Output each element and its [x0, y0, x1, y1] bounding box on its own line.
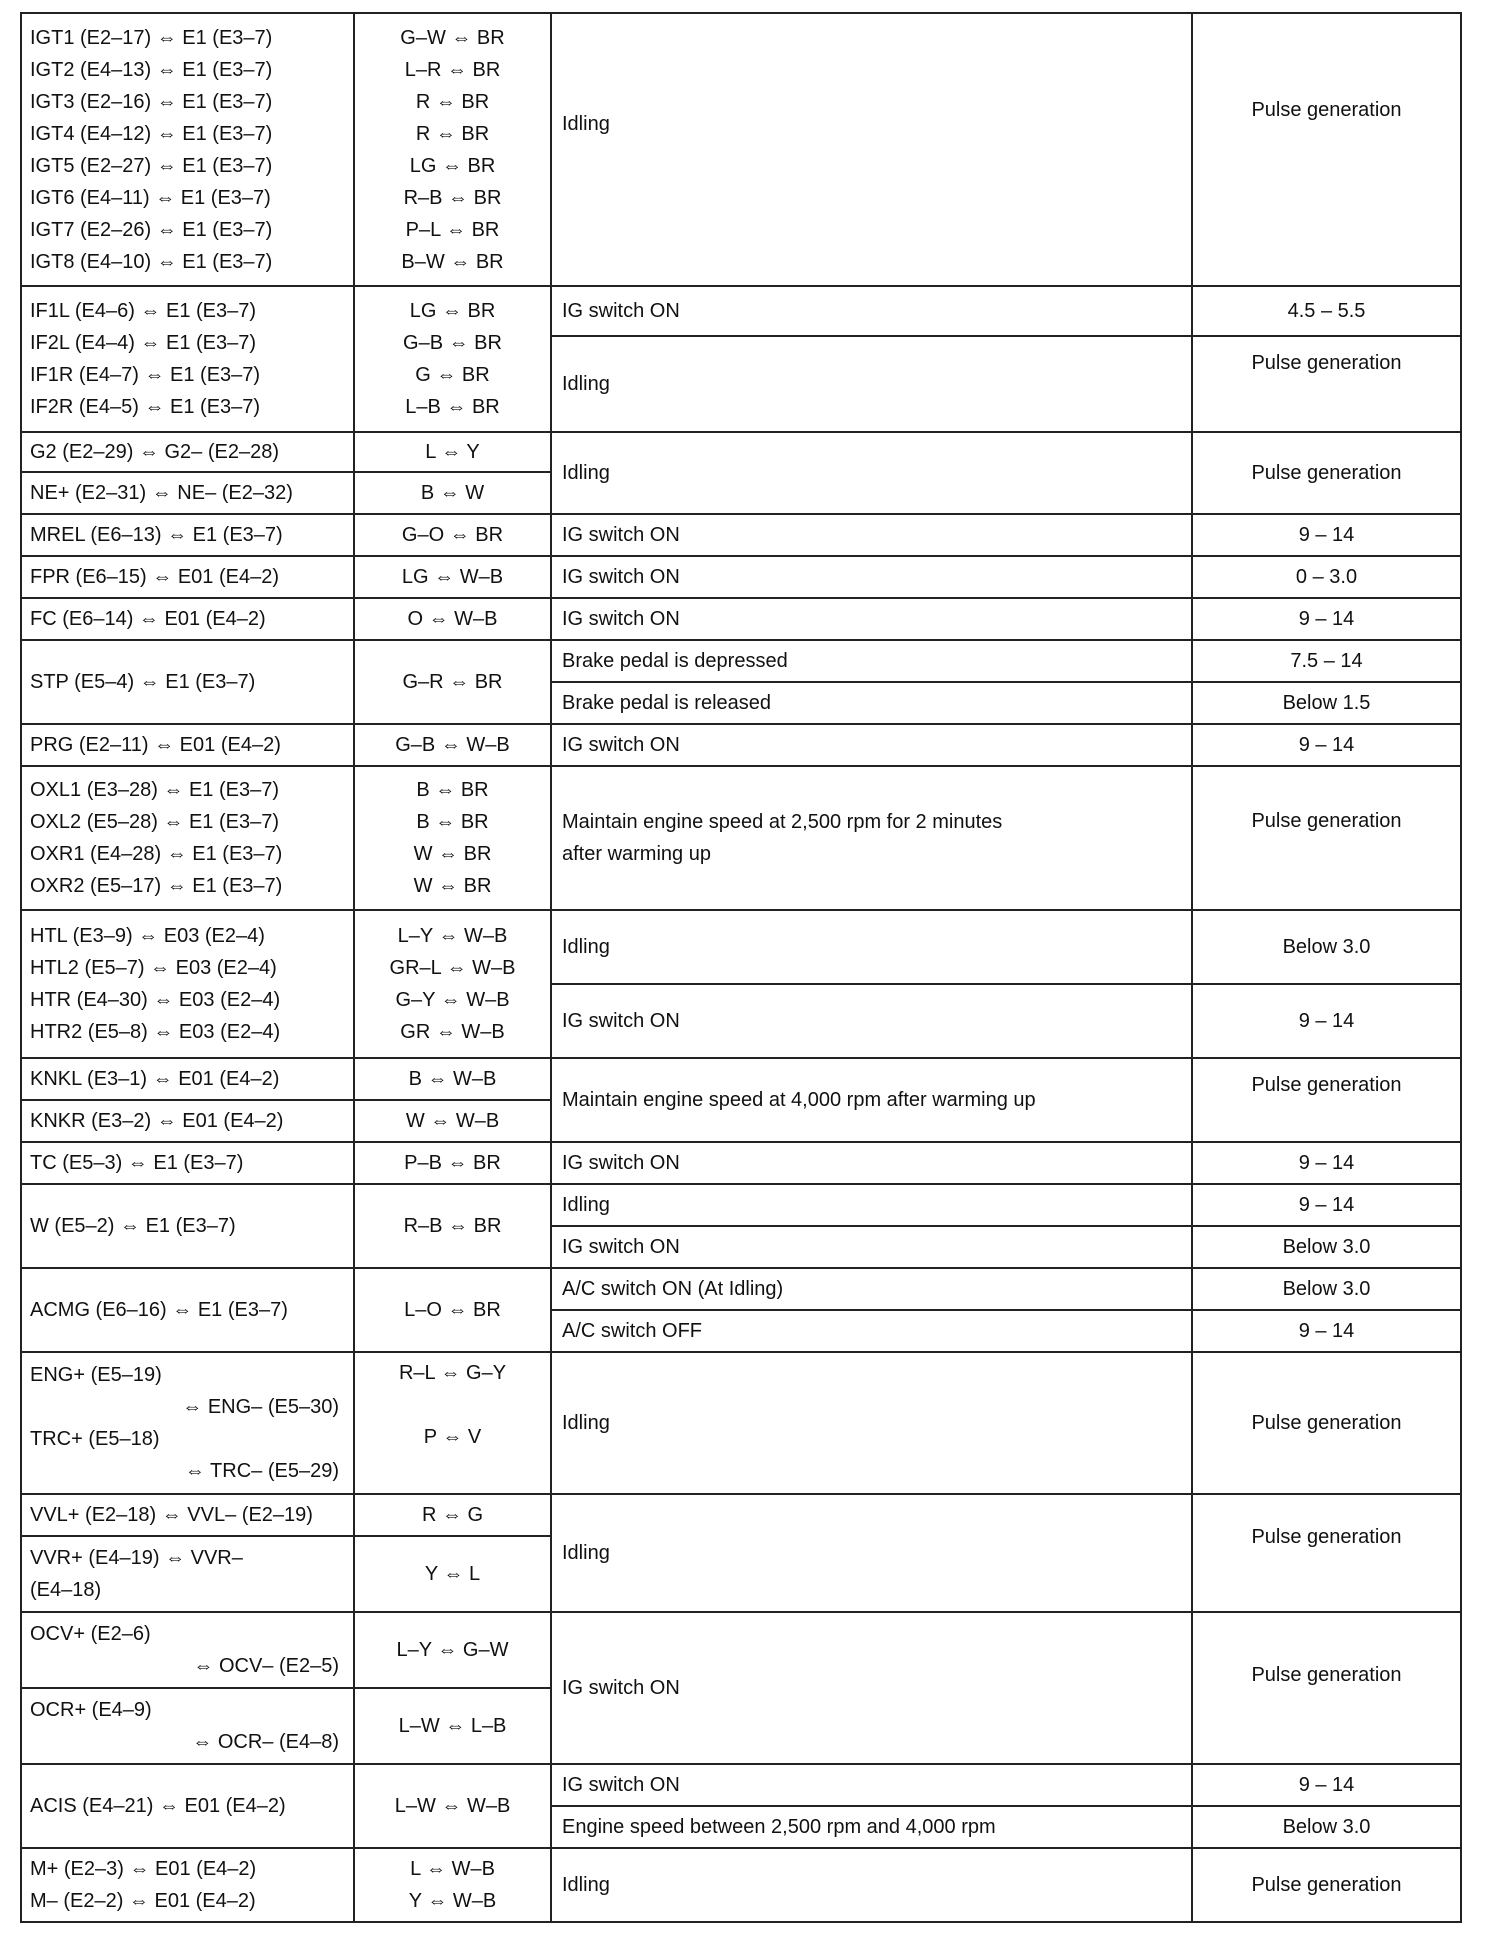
- terminal-cell: STP (E5–4) ⇔ E1 (E3–7): [21, 640, 354, 724]
- wiring-color-cell: P–B ⇔ BR: [354, 1142, 551, 1184]
- wiring-text: G–Y ⇔ W–B: [395, 989, 510, 1011]
- standard-cell: 0 – 3.0: [1192, 556, 1461, 598]
- condition-cell: Idling: [551, 910, 1192, 984]
- terminal-text: VVR+ (E4–19) ⇔ VVR–: [30, 1547, 243, 1569]
- standard-cell: Pulse generation: [1192, 766, 1461, 910]
- terminal-text: IGT1 (E2–17) ⇔ E1 (E3–7): [30, 26, 273, 49]
- terminal-text: OXL1 (E3–28) ⇔ E1 (E3–7): [30, 779, 280, 801]
- condition-cell: Idling: [551, 1352, 1192, 1494]
- terminal-text: TRC+ (E5–18): [30, 1428, 160, 1450]
- terminal-cell: FPR (E6–15) ⇔ E01 (E4–2): [21, 556, 354, 598]
- terminal-text: IGT3 (E2–16) ⇔ E1 (E3–7): [30, 90, 273, 113]
- table-row: [21, 1612, 1461, 1688]
- wiring-text: GR ⇔ W–B: [400, 1021, 505, 1043]
- standard-cell: Below 1.5: [1192, 682, 1461, 724]
- standard-cell: Pulse generation: [1192, 1494, 1461, 1612]
- table-row: [21, 286, 1461, 336]
- condition-cell: A/C switch ON (At Idling): [551, 1268, 1192, 1310]
- condition-cell: Engine speed between 2,500 rpm and 4,000 rpm: [551, 1806, 1192, 1848]
- wiring-color-cell: [354, 286, 551, 432]
- terminal-text: IGT2 (E4–13) ⇔ E1 (E3–7): [30, 58, 273, 81]
- condition-cell: Idling: [551, 1848, 1192, 1922]
- wiring-text: R ⇔ BR: [415, 90, 490, 113]
- terminal-text: HTR (E4–30) ⇔ E03 (E2–4): [30, 989, 281, 1011]
- wiring-text: P ⇔ V: [423, 1426, 482, 1448]
- standard-cell: Pulse generation: [1192, 13, 1461, 286]
- condition-cell: Idling: [551, 336, 1192, 432]
- terminal-text: IGT5 (E2–27) ⇔ E1 (E3–7): [30, 154, 273, 177]
- table-row: [21, 640, 1461, 682]
- terminal-cell: [21, 286, 354, 432]
- terminal-cell: PRG (E2–11) ⇔ E01 (E4–2): [21, 724, 354, 766]
- wiring-color-cell: L ⇔ Y: [354, 432, 551, 472]
- terminal-cell: NE+ (E2–31) ⇔ NE– (E2–32): [21, 472, 354, 514]
- wiring-text: R–L ⇔ G–Y: [398, 1362, 507, 1384]
- table-row: [21, 1268, 1461, 1310]
- condition-cell: IG switch ON: [551, 1226, 1192, 1268]
- wiring-color-cell: L–O ⇔ BR: [354, 1268, 551, 1352]
- terminal-text: HTL2 (E5–7) ⇔ E03 (E2–4): [30, 957, 277, 979]
- wiring-color-cell: G–R ⇔ BR: [354, 640, 551, 724]
- wiring-text: W ⇔ BR: [413, 875, 492, 897]
- terminal-text: ⇔ OCV– (E2–5): [193, 1655, 339, 1677]
- condition-cell: Brake pedal is released: [551, 682, 1192, 724]
- terminal-cell: KNKR (E3–2) ⇔ E01 (E4–2): [21, 1100, 354, 1142]
- terminal-cell: ACMG (E6–16) ⇔ E1 (E3–7): [21, 1268, 354, 1352]
- condition-text: Maintain engine speed at 2,500 rpm for 2 minutes: [562, 811, 1003, 833]
- condition-cell: IG switch ON: [551, 984, 1192, 1058]
- standard-cell: 9 – 14: [1192, 1184, 1461, 1226]
- table-row: [21, 1764, 1461, 1806]
- standard-cell: 4.5 – 5.5: [1192, 286, 1461, 336]
- terminal-cell: KNKL (E3–1) ⇔ E01 (E4–2): [21, 1058, 354, 1100]
- wiring-color-cell: L–W ⇔ W–B: [354, 1764, 551, 1848]
- wiring-text: L ⇔ W–B: [410, 1858, 495, 1880]
- wiring-text: R–B ⇔ BR: [403, 186, 502, 209]
- table-row: [21, 766, 1461, 910]
- wiring-text: LG ⇔ BR: [409, 154, 496, 177]
- condition-cell: A/C switch OFF: [551, 1310, 1192, 1352]
- standard-cell: Pulse generation: [1192, 1612, 1461, 1764]
- terminal-text: (E4–18): [30, 1579, 102, 1601]
- wiring-text: GR–L ⇔ W–B: [389, 957, 516, 979]
- standard-cell: 9 – 14: [1192, 514, 1461, 556]
- standard-cell: Pulse generation: [1192, 336, 1461, 432]
- condition-cell: IG switch ON: [551, 1764, 1192, 1806]
- condition-cell: Idling: [551, 432, 1192, 514]
- terminal-cell: G2 (E2–29) ⇔ G2– (E2–28): [21, 432, 354, 472]
- condition-cell: IG switch ON: [551, 598, 1192, 640]
- terminal-text: ⇔ TRC– (E5–29): [184, 1460, 339, 1482]
- terminal-cell: W (E5–2) ⇔ E1 (E3–7): [21, 1184, 354, 1268]
- condition-cell: IG switch ON: [551, 1612, 1192, 1764]
- table-row: [21, 1058, 1461, 1100]
- terminal-text: IF2R (E4–5) ⇔ E1 (E3–7): [30, 396, 261, 418]
- standard-cell: 9 – 14: [1192, 984, 1461, 1058]
- terminal-cell: [21, 13, 354, 286]
- condition-cell: Brake pedal is depressed: [551, 640, 1192, 682]
- wiring-text: LG ⇔ BR: [409, 300, 496, 322]
- terminal-cell: [21, 1848, 354, 1922]
- standard-cell: 9 – 14: [1192, 1310, 1461, 1352]
- condition-cell: IG switch ON: [551, 556, 1192, 598]
- terminal-text: OXR1 (E4–28) ⇔ E1 (E3–7): [30, 843, 283, 865]
- wiring-color-cell: Y ⇔ L: [354, 1536, 551, 1612]
- wiring-text: L–B ⇔ BR: [405, 396, 500, 418]
- table-row: [21, 1352, 1461, 1494]
- terminal-cell: [21, 766, 354, 910]
- ecu-terminal-table-page: [20, 12, 1460, 1923]
- wiring-text: W ⇔ BR: [413, 843, 492, 865]
- terminal-text: ⇔ ENG– (E5–30): [182, 1396, 339, 1418]
- wiring-text: B ⇔ BR: [416, 779, 489, 801]
- wiring-text: B ⇔ BR: [416, 811, 489, 833]
- terminal-text: OXL2 (E5–28) ⇔ E1 (E3–7): [30, 811, 280, 833]
- terminal-inspection-table: [20, 12, 1462, 1923]
- terminal-text: IF1R (E4–7) ⇔ E1 (E3–7): [30, 364, 261, 386]
- table-row: [21, 1494, 1461, 1536]
- terminal-text: IGT8 (E4–10) ⇔ E1 (E3–7): [30, 250, 273, 273]
- wiring-color-cell: [354, 1848, 551, 1922]
- table-row: [21, 598, 1461, 640]
- terminal-cell: [21, 1688, 354, 1764]
- standard-cell: 9 – 14: [1192, 1142, 1461, 1184]
- condition-cell: Idling: [551, 1184, 1192, 1226]
- wiring-color-cell: G–O ⇔ BR: [354, 514, 551, 556]
- terminal-text: IF1L (E4–6) ⇔ E1 (E3–7): [30, 300, 257, 322]
- wiring-text: L–Y ⇔ W–B: [397, 925, 508, 947]
- standard-cell: 9 – 14: [1192, 598, 1461, 640]
- condition-text: after warming up: [562, 843, 711, 865]
- wiring-color-cell: [354, 910, 551, 1058]
- wiring-color-cell: G–B ⇔ W–B: [354, 724, 551, 766]
- table-row: [21, 13, 1461, 286]
- terminal-cell: [21, 1352, 354, 1494]
- condition-cell: IG switch ON: [551, 286, 1192, 336]
- condition-cell: Idling: [551, 13, 1192, 286]
- standard-cell: Pulse generation: [1192, 1352, 1461, 1494]
- wiring-color-cell: [354, 1352, 551, 1494]
- terminal-text: IF2L (E4–4) ⇔ E1 (E3–7): [30, 332, 257, 354]
- table-row: [21, 514, 1461, 556]
- terminal-text: HTR2 (E5–8) ⇔ E03 (E2–4): [30, 1021, 281, 1043]
- standard-cell: Below 3.0: [1192, 1226, 1461, 1268]
- terminal-text: IGT7 (E2–26) ⇔ E1 (E3–7): [30, 218, 273, 241]
- wiring-text: L–R ⇔ BR: [404, 58, 501, 81]
- wiring-color-cell: W ⇔ W–B: [354, 1100, 551, 1142]
- terminal-text: IGT4 (E4–12) ⇔ E1 (E3–7): [30, 122, 273, 145]
- table-row: [21, 910, 1461, 984]
- terminal-text: M– (E2–2) ⇔ E01 (E4–2): [30, 1890, 256, 1912]
- wiring-color-cell: B ⇔ W–B: [354, 1058, 551, 1100]
- wiring-text: G–B ⇔ BR: [403, 332, 502, 354]
- wiring-color-cell: [354, 13, 551, 286]
- wiring-color-cell: R–B ⇔ BR: [354, 1184, 551, 1268]
- wiring-color-cell: L–W ⇔ L–B: [354, 1688, 551, 1764]
- wiring-text: B–W ⇔ BR: [401, 250, 504, 273]
- standard-cell: 9 – 14: [1192, 724, 1461, 766]
- condition-cell: Maintain engine speed at 4,000 rpm after warming up: [551, 1058, 1192, 1142]
- table-row: [21, 1184, 1461, 1226]
- standard-cell: 9 – 14: [1192, 1764, 1461, 1806]
- condition-cell: IG switch ON: [551, 1142, 1192, 1184]
- wiring-text: Y ⇔ W–B: [408, 1890, 497, 1912]
- terminal-text: IGT6 (E4–11) ⇔ E1 (E3–7): [30, 186, 271, 209]
- terminal-cell: [21, 1612, 354, 1688]
- condition-cell: IG switch ON: [551, 514, 1192, 556]
- terminal-text: OXR2 (E5–17) ⇔ E1 (E3–7): [30, 875, 283, 897]
- wiring-text: P–L ⇔ BR: [405, 218, 500, 241]
- table-row: [21, 724, 1461, 766]
- terminal-text: OCV+ (E2–6): [30, 1623, 151, 1645]
- wiring-text: G ⇔ BR: [415, 364, 490, 386]
- terminal-text: ENG+ (E5–19): [30, 1364, 162, 1386]
- standard-cell: Below 3.0: [1192, 1806, 1461, 1848]
- table-row: [21, 1848, 1461, 1922]
- wiring-text: R ⇔ BR: [415, 122, 490, 145]
- terminal-text: ⇔ OCR– (E4–8): [192, 1731, 339, 1753]
- wiring-color-cell: [354, 766, 551, 910]
- standard-cell: Pulse generation: [1192, 1848, 1461, 1922]
- wiring-color-cell: R ⇔ G: [354, 1494, 551, 1536]
- terminal-text: HTL (E3–9) ⇔ E03 (E2–4): [30, 925, 265, 947]
- wiring-color-cell: LG ⇔ W–B: [354, 556, 551, 598]
- terminal-cell: MREL (E6–13) ⇔ E1 (E3–7): [21, 514, 354, 556]
- terminal-cell: VVL+ (E2–18) ⇔ VVL– (E2–19): [21, 1494, 354, 1536]
- standard-cell: Below 3.0: [1192, 1268, 1461, 1310]
- table-row: [21, 556, 1461, 598]
- wiring-color-cell: O ⇔ W–B: [354, 598, 551, 640]
- standard-cell: Pulse generation: [1192, 1058, 1461, 1142]
- condition-cell: IG switch ON: [551, 724, 1192, 766]
- condition-cell: Idling: [551, 1494, 1192, 1612]
- table-row: [21, 1142, 1461, 1184]
- terminal-cell: TC (E5–3) ⇔ E1 (E3–7): [21, 1142, 354, 1184]
- terminal-text: OCR+ (E4–9): [30, 1699, 152, 1721]
- terminal-cell: FC (E6–14) ⇔ E01 (E4–2): [21, 598, 354, 640]
- wiring-text: G–W ⇔ BR: [400, 26, 505, 49]
- terminal-text: M+ (E2–3) ⇔ E01 (E4–2): [30, 1858, 257, 1880]
- standard-cell: Below 3.0: [1192, 910, 1461, 984]
- wiring-color-cell: L–Y ⇔ G–W: [354, 1612, 551, 1688]
- table-row: [21, 432, 1461, 472]
- wiring-color-cell: B ⇔ W: [354, 472, 551, 514]
- terminal-cell: [21, 910, 354, 1058]
- standard-cell: Pulse generation: [1192, 432, 1461, 514]
- terminal-cell: ACIS (E4–21) ⇔ E01 (E4–2): [21, 1764, 354, 1848]
- condition-cell: [551, 766, 1192, 910]
- standard-cell: 7.5 – 14: [1192, 640, 1461, 682]
- terminal-cell: [21, 1536, 354, 1612]
